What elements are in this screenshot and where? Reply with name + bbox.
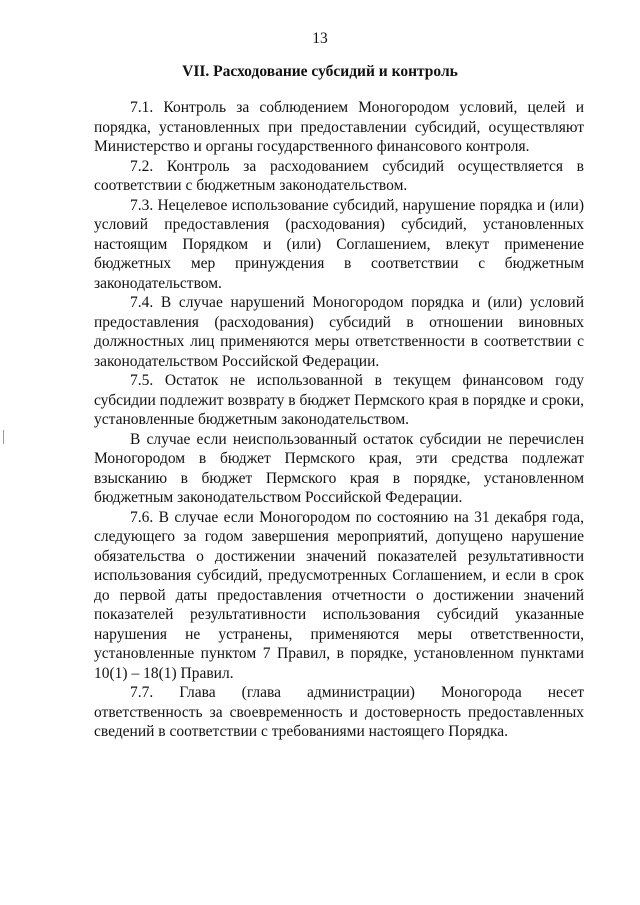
- paragraph-7-3: 7.3. Нецелевое использование субсидий, нарушение порядка и (или) условий предоставления (расходования) субсидий, установленных настоящим Порядком и (или) Соглашением, влекут применение бюджетных мер принуждения в соответствии с бюджетным законодательством.: [94, 196, 584, 292]
- page-number: 13: [312, 30, 328, 47]
- paragraph-7-2: 7.2. Контроль за расходованием субсидий осуществляется в соответствии с бюджетным законодательством.: [94, 157, 584, 194]
- section-title: VII. Расходование субсидий и контроль: [182, 63, 458, 80]
- paragraph-7-6: 7.6. В случае если Моногородом по состоянию на 31 декабря года, следующего за годом завершения мероприятий, допущено нарушение обязательства о достижении значений показателей результативности использования субсидий, предусмотренных Соглашением, и если в срок до первой даты предоставления отчетности о достижении значений показателей результативности использования субсидий указанные нарушения не устранены, применяются меры ответственности, установленные пунктом 7 Правил, в порядке, установленном пунктами 10(1) – 18(1) Правил.: [94, 508, 584, 682]
- paragraph-7-5: 7.5. Остаток не использованной в текущем финансовом году субсидии подлежит возврату в бюджет Пермского края в порядке и сроки, установленные бюджетным законодательством.: [94, 372, 584, 428]
- paragraph-7-1: 7.1. Контроль за соблюдением Моногородом условий, целей и порядка, установленных при предоставлении субсидий, осуществляют Министерство и органы государственного финансового контроля.: [94, 99, 584, 155]
- paragraph-7-4: 7.4. В случае нарушений Моногородом порядка и (или) условий предоставления (расходования) субсидий в отношении виновных должностных лиц применяются меры ответственности в соответствии с законодательством Российской Федерации.: [94, 294, 584, 370]
- paragraph-7-5-continued: В случае если неиспользованный остаток субсидии не перечислен Моногородом в бюджет Пермского края, эти средства подлежат взысканию в бюджет Пермского края в порядке, установленном бюджетным законодательством Российской Федерации.: [94, 430, 584, 506]
- scan-edge-mark: [3, 430, 4, 444]
- paragraph-7-7: 7.7. Глава (глава администрации) Моногорода несет ответственность за своевременность и достоверность предоставленных сведений в соответствии с требованиями настоящего Порядка.: [94, 684, 584, 740]
- document-body: [94, 98, 584, 742]
